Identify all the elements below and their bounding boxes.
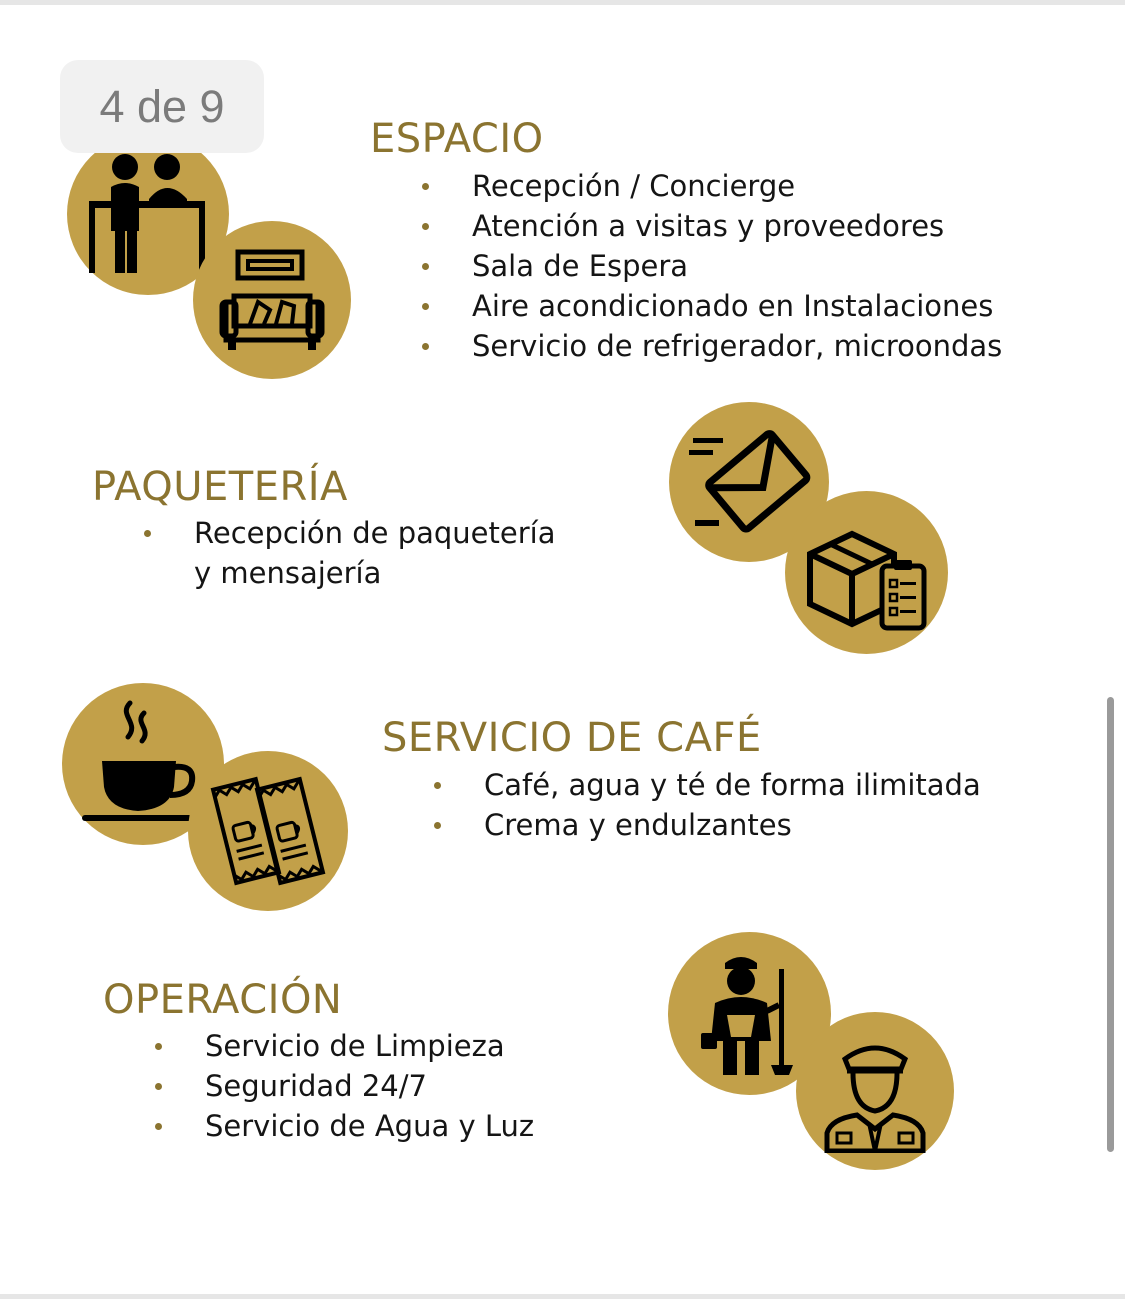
section-title-paqueteria: PAQUETERÍA xyxy=(92,464,348,510)
list-cafe xyxy=(432,765,981,845)
list-item: Aire acondicionado en Instalaciones xyxy=(420,286,1002,326)
list-operacion xyxy=(153,1026,534,1146)
list-item: Sala de Espera xyxy=(420,246,1002,286)
top-divider xyxy=(0,0,1125,5)
list-item-continuation: y mensajería xyxy=(194,556,382,590)
page-indicator: 4 de 9 xyxy=(60,60,264,153)
list-item: Atención a visitas y proveedores xyxy=(420,206,1002,246)
list-item: Servicio de Agua y Luz xyxy=(153,1106,534,1146)
section-title-cafe: SERVICIO DE CAFÉ xyxy=(382,715,762,761)
list-item: Seguridad 24/7 xyxy=(153,1066,534,1106)
list-item: Recepción / Concierge xyxy=(420,166,1002,206)
section-title-espacio: ESPACIO xyxy=(370,116,544,162)
list-paqueteria xyxy=(142,513,555,593)
list-item: Servicio de refrigerador, microondas xyxy=(420,326,1002,366)
list-item: Crema y endulzantes xyxy=(432,805,981,845)
list-item: Café, agua y té de forma ilimitada xyxy=(432,765,981,805)
package-checklist-icon xyxy=(785,491,948,654)
list-item: Recepción de paquetería xyxy=(142,513,555,553)
section-title-operacion: OPERACIÓN xyxy=(103,977,343,1023)
sofa-icon xyxy=(193,221,351,379)
list-espacio xyxy=(420,166,1002,366)
security-guard-icon xyxy=(796,1012,954,1170)
coffee-sachet-icon xyxy=(188,751,348,911)
list-item: Servicio de Limpieza xyxy=(153,1026,534,1066)
scrollbar[interactable] xyxy=(1107,697,1114,1152)
bottom-divider xyxy=(0,1294,1125,1299)
